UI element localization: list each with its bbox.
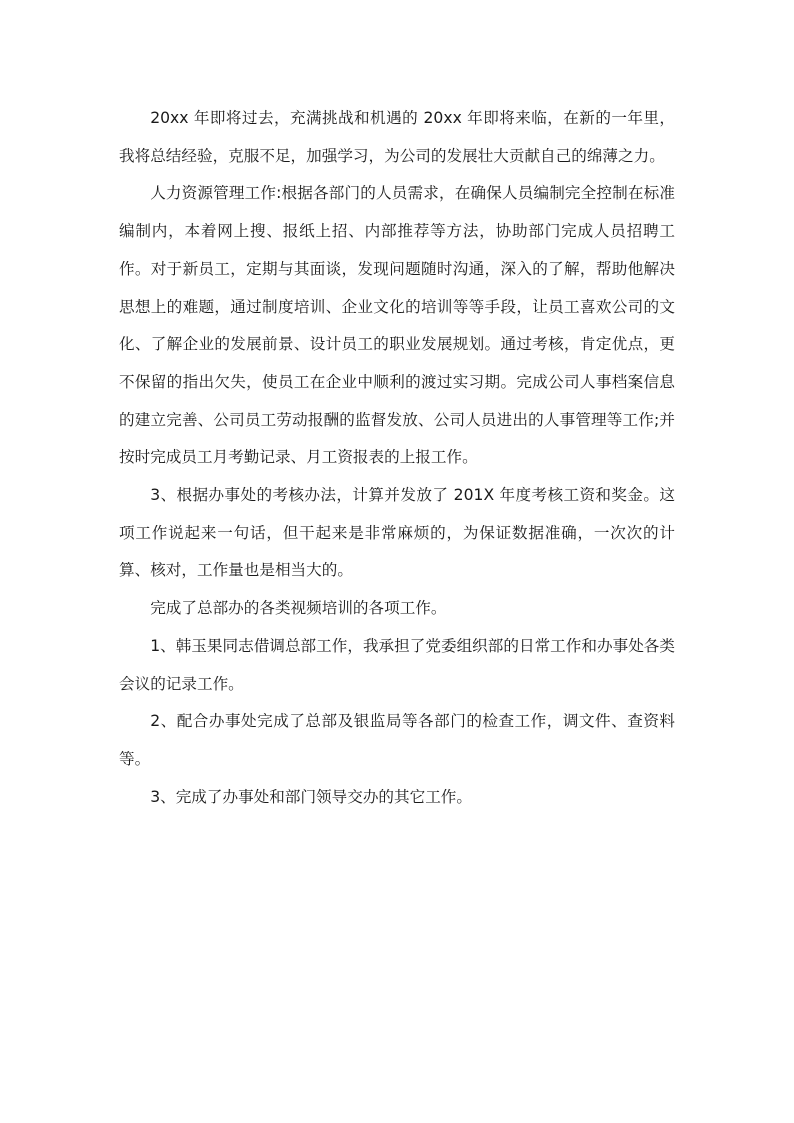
document-body (119, 100, 675, 816)
paragraph-year-summary: 20xx 年即将过去，充满挑战和机遇的 20xx 年即将来临，在新的一年里，我将总结经验，克服不足，加强学习，为公司的发展壮大贡献自己的绵薄之力。 (119, 109, 675, 165)
paragraph-party-committee-work: 1、韩玉果同志借调总部工作，我承担了党委组织部的日常工作和办事处各类会议的记录工作。 (119, 636, 675, 693)
paragraph-video-training: 完成了总部办的各类视频培训的各项工作。 (150, 599, 447, 618)
paragraph-inspection-work: 2、配合办事处完成了总部及银监局等各部门的检查工作，调文件、查资料等。 (119, 712, 675, 768)
paragraph-hr-management: 人力资源管理工作:根据各部门的人员需求，在确保人员编制完全控制在标准编制内，本着网上搜、报纸上招、内部推荐等方法，协助部门完成人员招聘工作。对于新员工，定期与其面谈，发现问题随时沟通，深入的了解，帮助他解决思想上的难题，通过制度培训、企业文化的培训等等手段，让员工喜欢公司的文化、了解企业的发展前景、设计员工的职业发展规划。通过考核，肯定优点，更不保留的指出欠失，使员工在企业中顺利的渡过实习期。完成公司人事档案信息的建立完善、公司员工劳动报酬的监督发放、公司人员进出的人事管理等工作;并按时完成员工月考勤记录、月工资报表的上报工作。 (119, 184, 675, 467)
paragraph-other-work: 3、完成了办事处和部门领导交办的其它工作。 (150, 787, 472, 806)
paragraph-assessment-bonus: 3、根据办事处的考核办法，计算并发放了 201X 年度考核工资和奖金。这项工作说起来一句话，但干起来是非常麻烦的，为保证数据准确，一次次的计算、核对，工作量也是相当大的。 (119, 486, 675, 580)
